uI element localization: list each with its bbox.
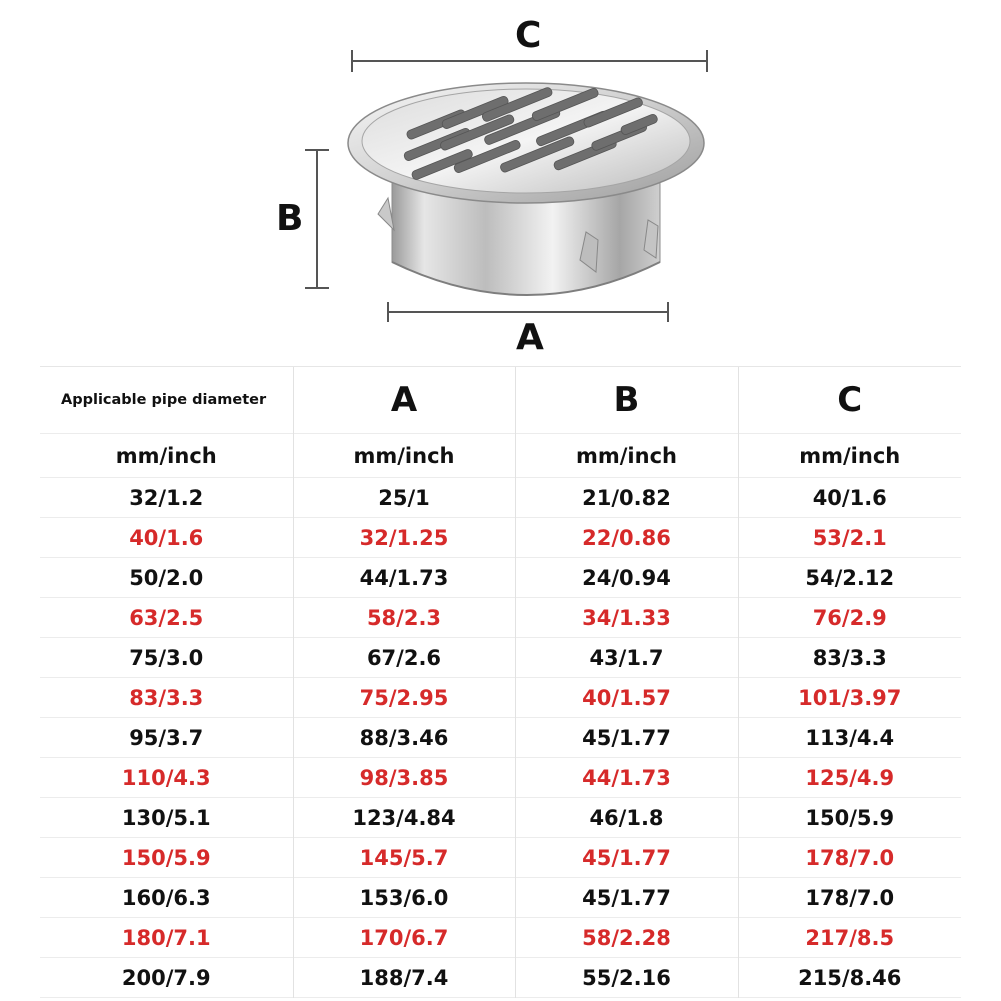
- table-cell: 54/2.12: [738, 558, 961, 598]
- dimension-a-label: A: [516, 317, 544, 358]
- floor-drain-illustration: [0, 0, 1001, 365]
- table-row: [40, 518, 961, 558]
- table-row: [40, 918, 961, 958]
- header-c: C: [738, 367, 961, 434]
- drain-grate: [348, 83, 704, 203]
- table-row: [40, 558, 961, 598]
- table-row: [40, 798, 961, 838]
- table-cell: 217/8.5: [738, 918, 961, 958]
- table-row: [40, 758, 961, 798]
- table-cell: 130/5.1: [121, 805, 211, 830]
- table-row: [40, 678, 961, 718]
- table-cell: 25/1: [293, 478, 515, 518]
- table-cell: 88/3.46: [293, 718, 515, 758]
- header-row: [40, 367, 961, 434]
- table-cell: 44/1.73: [293, 558, 515, 598]
- dimension-b-line: [305, 150, 329, 288]
- dimension-b-label: B: [276, 198, 304, 239]
- table-row: [40, 718, 961, 758]
- table-cell: 55/2.16: [515, 958, 738, 998]
- table-cell: 101/3.97: [738, 678, 961, 718]
- product-diagram: [0, 0, 1001, 365]
- header-pipe-diameter: Applicable pipe diameter: [40, 367, 293, 434]
- table-cell: 76/2.9: [738, 598, 961, 638]
- table-cell: 58/2.3: [293, 598, 515, 638]
- table-cell: 95/3.7: [129, 725, 204, 750]
- table-cell: 46/1.8: [515, 798, 738, 838]
- unit-row: [40, 434, 961, 478]
- table-cell: 110/4.3: [121, 765, 211, 790]
- table-row: [40, 878, 961, 918]
- table-row: [40, 478, 961, 518]
- table-cell: 125/4.9: [738, 758, 961, 798]
- table-cell: 44/1.73: [515, 758, 738, 798]
- table-cell: 53/2.1: [738, 518, 961, 558]
- table-cell: 145/5.7: [293, 838, 515, 878]
- table-cell: 98/3.85: [293, 758, 515, 798]
- unit-label: mm/inch: [115, 443, 217, 468]
- table-row: [40, 598, 961, 638]
- header-b: B: [515, 367, 738, 434]
- table-cell: 150/5.9: [738, 798, 961, 838]
- table-cell: 75/2.95: [293, 678, 515, 718]
- table-cell: 40/1.6: [129, 525, 204, 550]
- table-cell: 178/7.0: [738, 838, 961, 878]
- table-cell: 45/1.77: [515, 878, 738, 918]
- dimension-c-label: C: [515, 15, 542, 56]
- table-row: [40, 958, 961, 998]
- table-cell: 40/1.6: [738, 478, 961, 518]
- unit-label: mm/inch: [293, 434, 515, 478]
- table-cell: 75/3.0: [129, 645, 204, 670]
- unit-label: mm/inch: [515, 434, 738, 478]
- table-cell: 178/7.0: [738, 878, 961, 918]
- unit-label: mm/inch: [738, 434, 961, 478]
- table-cell: 113/4.4: [738, 718, 961, 758]
- table-cell: 83/3.3: [738, 638, 961, 678]
- table-cell: 50/2.0: [129, 565, 204, 590]
- table-cell: 67/2.6: [293, 638, 515, 678]
- table-cell: 123/4.84: [293, 798, 515, 838]
- table-cell: 34/1.33: [515, 598, 738, 638]
- table-cell: 24/0.94: [515, 558, 738, 598]
- header-a: A: [293, 367, 515, 434]
- table-cell: 32/1.25: [293, 518, 515, 558]
- table-cell: 188/7.4: [293, 958, 515, 998]
- table-cell: 180/7.1: [121, 925, 211, 950]
- table-cell: 21/0.82: [515, 478, 738, 518]
- table-cell: 45/1.77: [515, 718, 738, 758]
- table-cell: 58/2.28: [515, 918, 738, 958]
- table-cell: 150/5.9: [121, 845, 211, 870]
- table-row: [40, 838, 961, 878]
- table-cell: 63/2.5: [129, 605, 204, 630]
- table-cell: 215/8.46: [738, 958, 961, 998]
- table-row: [40, 638, 961, 678]
- table-cell: 83/3.3: [129, 685, 204, 710]
- table-cell: 32/1.2: [129, 485, 204, 510]
- table-cell: 200/7.9: [121, 965, 211, 990]
- table-cell: 153/6.0: [293, 878, 515, 918]
- table-cell: 170/6.7: [293, 918, 515, 958]
- table-cell: 43/1.7: [515, 638, 738, 678]
- size-table: [40, 366, 961, 998]
- table-cell: 22/0.86: [515, 518, 738, 558]
- table-cell: 45/1.77: [515, 838, 738, 878]
- table-cell: 160/6.3: [121, 885, 211, 910]
- table-cell: 40/1.57: [515, 678, 738, 718]
